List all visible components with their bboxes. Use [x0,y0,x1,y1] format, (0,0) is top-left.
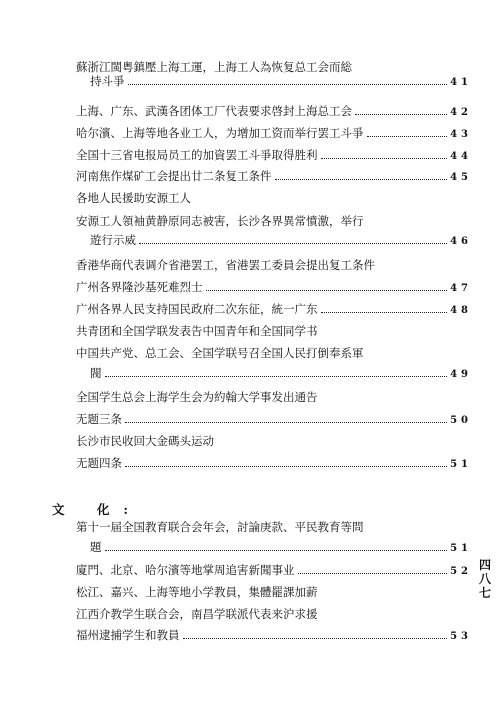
toc-entry-title-cont: 遊行示威 [90,233,136,247]
dot-leader [367,127,448,137]
toc-entry-title: 长沙市民收回大金碼头运动 [76,434,214,448]
toc-entry [76,520,472,556]
dot-leader [321,149,448,159]
toc-entry-title-cont: 持斗爭 [90,74,125,88]
folio-char: 七 [478,586,491,600]
page-number: 48 [450,305,472,316]
page-number: 46 [450,236,472,247]
dot-leader [105,541,448,551]
toc-entry [76,258,468,272]
toc-entry-title: 广州各界人民支持国民政府二次东征，統一广东 [76,302,318,316]
toc-entry-title-cont: 題 [90,540,102,554]
page-number: 41 [450,77,472,88]
toc-entry-title: 无题四条 [76,456,122,470]
page-number: 45 [450,172,472,183]
toc-entry-title: 哈尔濱、上海等地各业工人，为增加工资而举行罢工斗爭 [76,126,364,140]
folio-char: 八 [478,572,491,586]
toc-entry [76,585,468,599]
toc-entry-title: 上海、广东、武漢各团体工厂代表要求啓封上海总工会 [76,104,352,118]
toc-entry-title: 福州逮捕学生和教員 [76,628,180,642]
dot-leader [355,105,447,115]
toc-entry-title: 各地人民援助安源工人 [76,191,191,205]
dot-leader [206,281,448,291]
toc-entry-title: 共青团和全国学联发表告中国青年和全国同学书 [76,324,318,338]
toc-entry [76,346,472,382]
toc-entry-title: 江西介教学生联合会，南昌学联派代表来沪求援 [76,607,318,621]
toc-entry [76,456,472,472]
dot-leader [125,413,447,423]
toc-entry [76,280,472,296]
page-number: 43 [450,129,472,140]
page-number: 42 [450,107,472,118]
dot-leader [139,234,447,244]
page-number: 49 [450,369,472,380]
page-number: 51 [450,459,472,470]
toc-entry-title: 全国学生总会上海学生会为約翰大学事发出通告 [76,390,318,404]
toc-entry-title: 中国共产党、总工会、全国学联号召全国人民打倒奉系軍 [76,346,364,360]
page-number: 52 [450,566,472,577]
toc-entry [76,412,472,428]
dot-leader [321,303,448,313]
toc-entry-title: 蘇浙江閩粤鎮壓上海工運，上海工人為恢复总工会而総 [76,60,352,74]
page-number: 51 [450,543,472,554]
toc-entry-title: 香港华商代表调介省港罢工，省港罢工委員会提出复工条件 [76,258,375,272]
toc-entry-title: 广州各界隆沙基死难烈士 [76,280,203,294]
toc-entry-title: 全国十三省电报局员工的加資罢工斗爭取得胜利 [76,148,318,162]
dot-leader [298,564,448,574]
toc-entry [76,390,468,404]
section-heading: 文 化: [52,502,142,517]
dot-leader [183,629,448,639]
toc-entry [76,191,468,205]
toc-entry [76,434,468,448]
page-number: 44 [450,151,472,162]
toc-entry [76,148,472,164]
dot-leader [275,170,448,180]
folio-char: 四 [478,558,491,572]
dot-leader [128,75,448,85]
toc-entry-title: 松江、嘉兴、上海等地小学教員，集體罷課加薪 [76,585,318,599]
toc-entry [76,214,472,249]
toc-entry [76,324,468,338]
toc-entry-title: 安源工人領袖黄静原同志被害，长沙各界異常憤激，举行 [76,214,364,228]
dot-leader [105,367,448,377]
toc-entry [76,607,468,621]
toc-entry [76,104,472,120]
toc-entry [76,628,472,644]
toc-entry [76,126,472,142]
page-number: 53 [450,631,472,642]
toc-entry [76,563,472,579]
page-number: 50 [450,415,472,426]
toc-entry [76,60,472,90]
toc-entry [76,169,472,185]
page-folio [478,558,492,600]
toc-entry-title-cont: 閥 [90,366,102,380]
dot-leader [125,457,447,467]
toc-entry-title: 河南焦作煤矿工会提出廿二条复工条件 [76,169,272,183]
page-number: 47 [450,283,472,294]
toc-entry [76,302,472,318]
toc-entry-title: 无题三条 [76,412,122,426]
toc-entry-title: 第十一届全国教育联合会年会，討論庚款、平民教育等問 [76,520,364,534]
toc-entry-title: 廈門、北京、哈尔濱等地掌周追害新聞事业 [76,563,295,577]
